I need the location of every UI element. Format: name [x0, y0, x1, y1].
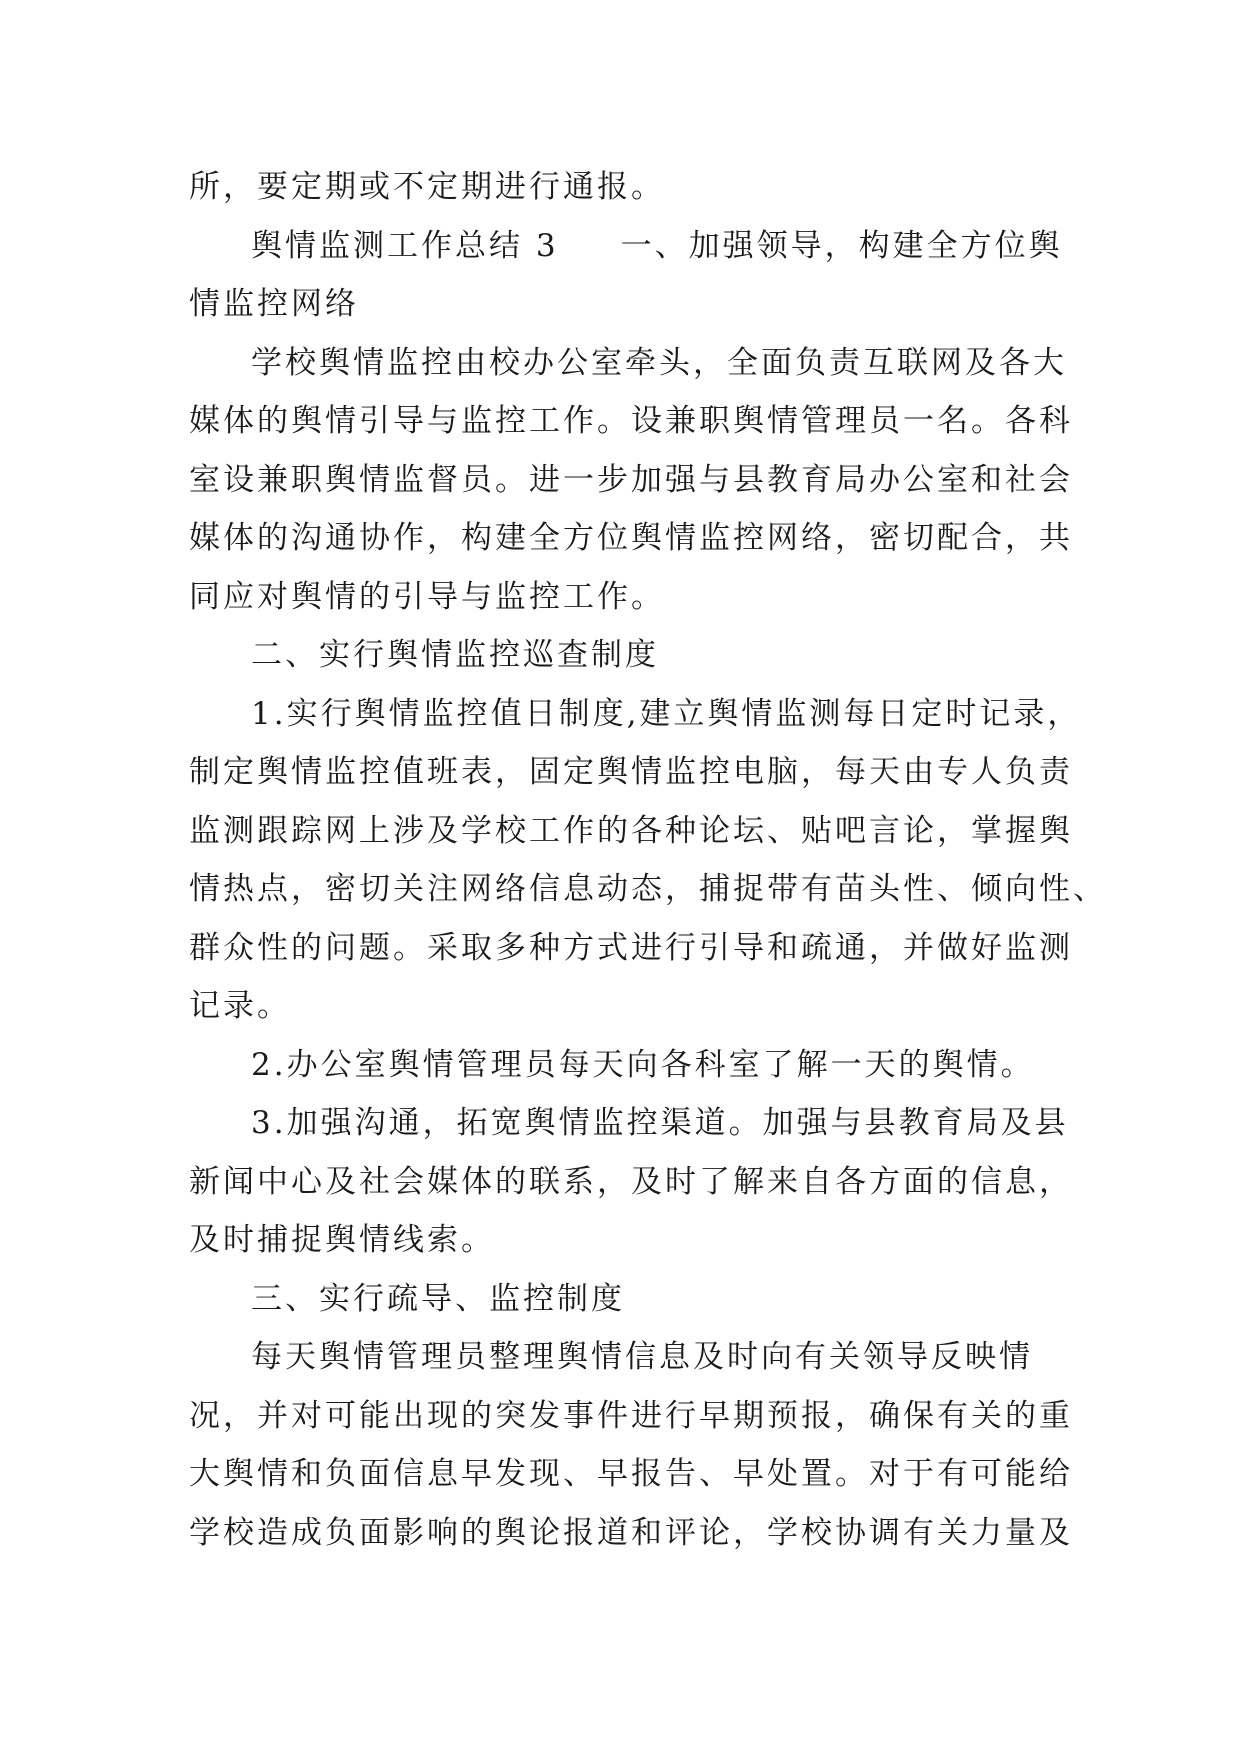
paragraph-line: 每天舆情管理员整理舆情信息及时向有关领导反映情	[251, 1339, 1033, 1375]
paragraph-line: 3.加强沟通，拓宽舆情监控渠道。加强与县教育局及县	[251, 1105, 1069, 1141]
paragraph-line: 室设兼职舆情监督员。进一步加强与县教育局办公室和社会	[189, 461, 1073, 498]
paragraph-line: 情热点，密切关注网络信息动态，捕捉带有苗头性、倾向性、	[189, 871, 1107, 907]
paragraph-line: 同应对舆情的引导与监控工作。	[189, 578, 665, 615]
section-title: 舆情监测工作总结 3	[251, 227, 559, 264]
paragraph-line: 记录。	[189, 988, 291, 1024]
paragraph-line: 学校造成负面影响的舆论报道和评论，学校协调有关力量及	[189, 1514, 1073, 1551]
paragraph-line: 学校舆情监控由校办公室牵头，全面负责互联网及各大	[251, 344, 1067, 381]
paragraph-line: 监测跟踪网上涉及学校工作的各种论坛、贴吧言论，掌握舆	[189, 812, 1073, 849]
paragraph-line: 情监控网络	[189, 286, 359, 322]
section-heading: 一、加强领导，构建全方位舆	[620, 227, 1063, 264]
paragraph-line: 况，并对可能出现的突发事件进行早期预报，确保有关的重	[189, 1397, 1073, 1434]
paragraph-line: 群众性的问题。采取多种方式进行引导和疏通，并做好监测	[189, 929, 1073, 966]
paragraph-line: 媒体的舆情引导与监控工作。设兼职舆情管理员一名。各科	[189, 403, 1073, 439]
paragraph-line: 新闻中心及社会媒体的联系，及时了解来自各方面的信息，	[189, 1163, 1073, 1200]
paragraph-line: 及时捕捉舆情线索。	[189, 1222, 495, 1258]
document-body	[189, 158, 1107, 1562]
paragraph-line: 媒体的沟通协作，构建全方位舆情监控网络，密切配合，共	[189, 520, 1073, 556]
section-heading-line	[189, 217, 1069, 276]
paragraph-line: 所，要定期或不定期进行通报。	[189, 169, 665, 205]
paragraph-line: 制定舆情监控值班表，固定舆情监控电脑，每天由专人负责	[189, 754, 1073, 790]
paragraph-line: 1.实行舆情监控值日制度,建立舆情监测每日定时记录，	[251, 695, 1082, 732]
section-heading: 二、实行舆情监控巡查制度	[251, 637, 659, 673]
paragraph-line: 2.办公室舆情管理员每天向各科室了解一天的舆情。	[251, 1046, 1035, 1083]
paragraph-line: 大舆情和负面信息早发现、早报告、早处置。对于有可能给	[189, 1456, 1073, 1492]
section-heading: 三、实行疏导、监控制度	[251, 1280, 625, 1317]
